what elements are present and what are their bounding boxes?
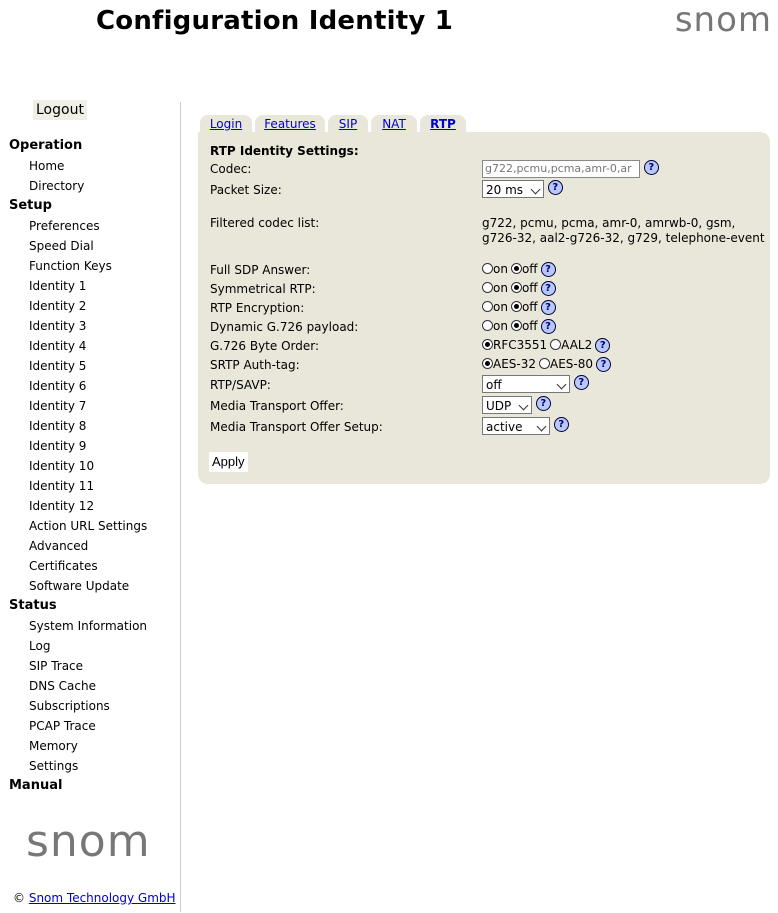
- srtp-aes32-radio[interactable]: [482, 358, 493, 369]
- rtp-settings-panel: [198, 132, 770, 484]
- codec-label: Codec:: [210, 162, 252, 176]
- dynamic-g726-label: Dynamic G.726 payload:: [210, 320, 359, 334]
- apply-button[interactable]: Apply: [209, 452, 248, 472]
- tab-sip-link[interactable]: SIP: [338, 117, 358, 131]
- nav-item-advanced[interactable]: Advanced: [29, 539, 89, 553]
- nav-section-status[interactable]: Status: [9, 598, 57, 613]
- sidebar-nav: [9, 137, 179, 797]
- nav-item-system-information[interactable]: System Information: [29, 619, 148, 633]
- help-icon[interactable]: ?: [541, 319, 556, 334]
- symmetrical-rtp-field: [482, 281, 556, 296]
- nav-item-identity-7[interactable]: Identity 7: [29, 399, 87, 413]
- g726-rfc3551-radio[interactable]: [482, 339, 493, 350]
- help-icon[interactable]: ?: [536, 396, 551, 411]
- on-label: on: [493, 262, 508, 276]
- g726-byte-order-field: [482, 338, 610, 353]
- media-transport-offer-label: Media Transport Offer:: [210, 399, 344, 413]
- snom-logo-bottom: snom: [26, 816, 151, 867]
- rtp-encryption-label: RTP Encryption:: [210, 301, 305, 315]
- tab-nat[interactable]: [371, 115, 417, 133]
- media-transport-setup-field: [482, 417, 569, 435]
- nav-item-dns-cache[interactable]: DNS Cache: [29, 679, 96, 693]
- help-icon[interactable]: ?: [644, 160, 659, 175]
- dynamic-g726-on-radio[interactable]: [482, 320, 493, 331]
- page-title: Configuration Identity 1: [96, 6, 454, 36]
- nav-item-identity-12[interactable]: Identity 12: [29, 499, 95, 513]
- symmetrical-rtp-on-radio[interactable]: [482, 282, 493, 293]
- sidebar-divider: [180, 102, 181, 912]
- tab-features[interactable]: [255, 115, 325, 133]
- on-label: on: [493, 300, 508, 314]
- srtp-auth-tag-label: SRTP Auth-tag:: [210, 358, 300, 372]
- codec-field: [482, 160, 659, 178]
- nav-item-memory[interactable]: Memory: [29, 739, 78, 753]
- full-sdp-on-radio[interactable]: [482, 263, 493, 274]
- nav-item-log[interactable]: Log: [29, 639, 51, 653]
- on-label: on: [493, 319, 508, 333]
- symmetrical-rtp-label: Symmetrical RTP:: [210, 282, 316, 296]
- rtp-encryption-off-radio[interactable]: [511, 301, 522, 312]
- nav-item-certificates[interactable]: Certificates: [29, 559, 98, 573]
- on-label: on: [493, 281, 508, 295]
- aes32-label: AES-32: [493, 357, 537, 371]
- nav-section-setup[interactable]: Setup: [9, 198, 52, 213]
- chevron-down-icon: [531, 185, 541, 195]
- nav-section-operation[interactable]: Operation: [9, 138, 83, 153]
- nav-item-directory[interactable]: Directory: [29, 179, 85, 193]
- nav-item-home[interactable]: Home: [29, 159, 65, 173]
- copyright: [13, 891, 176, 905]
- aes80-label: AES-80: [550, 357, 594, 371]
- nav-item-subscriptions[interactable]: Subscriptions: [29, 699, 110, 713]
- nav-item-identity-8[interactable]: Identity 8: [29, 419, 87, 433]
- copyright-symbol: ©: [13, 891, 25, 905]
- media-transport-setup-label: Media Transport Offer Setup:: [210, 420, 383, 434]
- nav-item-identity-3[interactable]: Identity 3: [29, 319, 87, 333]
- media-transport-setup-select[interactable]: [482, 417, 550, 435]
- filtered-codec-list: [482, 216, 765, 246]
- tab-nat-link[interactable]: NAT: [382, 117, 406, 131]
- nav-item-software-update[interactable]: Software Update: [29, 579, 130, 593]
- rtp-savp-field: [482, 375, 589, 393]
- copyright-link[interactable]: Snom Technology GmbH: [28, 891, 176, 905]
- tab-rtp-link[interactable]: RTP: [430, 117, 456, 131]
- help-icon[interactable]: ?: [541, 262, 556, 277]
- rtp-savp-value: off: [486, 378, 502, 392]
- nav-item-identity-9[interactable]: Identity 9: [29, 439, 87, 453]
- nav-item-identity-4[interactable]: Identity 4: [29, 339, 87, 353]
- dynamic-g726-off-radio[interactable]: [511, 320, 522, 331]
- help-icon[interactable]: ?: [541, 281, 556, 296]
- help-icon[interactable]: ?: [595, 338, 610, 353]
- logout-button[interactable]: Logout: [33, 100, 87, 120]
- off-label: off: [521, 262, 538, 276]
- packet-size-label: Packet Size:: [210, 183, 282, 197]
- packet-size-field: [482, 180, 563, 198]
- rtp-encryption-field: [482, 300, 556, 315]
- tab-login[interactable]: [200, 115, 252, 133]
- rtp-savp-select[interactable]: [482, 375, 570, 393]
- srtp-aes80-radio[interactable]: [539, 358, 550, 369]
- off-label: off: [521, 319, 538, 333]
- filtered-codec-label: Filtered codec list:: [210, 216, 320, 230]
- nav-item-settings[interactable]: Settings: [29, 759, 79, 773]
- rtp-encryption-on-radio[interactable]: [482, 301, 493, 312]
- media-transport-offer-value: UDP: [486, 399, 512, 413]
- rtp-savp-label: RTP/SAVP:: [210, 378, 271, 392]
- nav-item-preferences[interactable]: Preferences: [29, 219, 100, 233]
- help-icon[interactable]: ?: [554, 417, 569, 432]
- srtp-auth-tag-field: [482, 357, 611, 372]
- nav-item-identity-2[interactable]: Identity 2: [29, 299, 87, 313]
- nav-item-identity-11[interactable]: Identity 11: [29, 479, 95, 493]
- g726-aal2-radio[interactable]: [550, 339, 561, 350]
- rfc3551-label: RFC3551: [493, 338, 548, 352]
- nav-item-identity-1[interactable]: Identity 1: [29, 279, 87, 293]
- nav-item-sip-trace[interactable]: SIP Trace: [29, 659, 84, 673]
- packet-size-value: 20 ms: [486, 183, 524, 197]
- nav-item-pcap-trace[interactable]: PCAP Trace: [29, 719, 96, 733]
- off-label: off: [521, 281, 538, 295]
- filtered-codec-line-2: g726-32, aal2-g726-32, g729, telephone-event: [482, 231, 765, 245]
- nav-item-function-keys[interactable]: Function Keys: [29, 259, 112, 273]
- nav-item-identity-10[interactable]: Identity 10: [29, 459, 95, 473]
- chevron-down-icon: [537, 422, 547, 432]
- filtered-codec-line-1: g722, pcmu, pcma, amr-0, amrwb-0, gsm,: [482, 216, 736, 230]
- nav-item-action-url-settings[interactable]: Action URL Settings: [29, 519, 148, 533]
- help-icon[interactable]: ?: [574, 375, 589, 390]
- codec-input[interactable]: g722,pcmu,pcma,amr-0,ar: [482, 160, 640, 178]
- snom-logo: snom: [674, 0, 772, 40]
- help-icon[interactable]: ?: [541, 300, 556, 315]
- g726-byte-order-label: G.726 Byte Order:: [210, 339, 320, 353]
- nav-item-identity-6[interactable]: Identity 6: [29, 379, 87, 393]
- aal2-label: AAL2: [561, 338, 593, 352]
- tab-rtp[interactable]: [420, 115, 466, 133]
- media-transport-offer-select[interactable]: [482, 396, 532, 414]
- off-label: off: [521, 300, 538, 314]
- symmetrical-rtp-off-radio[interactable]: [511, 282, 522, 293]
- tab-sip[interactable]: [328, 115, 368, 133]
- nav-item-speed-dial[interactable]: Speed Dial: [29, 239, 94, 253]
- full-sdp-off-radio[interactable]: [511, 263, 522, 274]
- media-transport-setup-value: active: [486, 420, 523, 434]
- packet-size-select[interactable]: [482, 180, 544, 198]
- chevron-down-icon: [557, 380, 567, 390]
- chevron-down-icon: [519, 401, 529, 411]
- tab-features-link[interactable]: Features: [264, 117, 316, 131]
- dynamic-g726-field: [482, 319, 556, 334]
- media-transport-offer-field: [482, 396, 551, 414]
- full-sdp-label: Full SDP Answer:: [210, 263, 311, 277]
- nav-section-manual[interactable]: Manual: [9, 778, 63, 793]
- help-icon[interactable]: ?: [548, 180, 563, 195]
- help-icon[interactable]: ?: [596, 357, 611, 372]
- nav-item-identity-5[interactable]: Identity 5: [29, 359, 87, 373]
- full-sdp-field: [482, 262, 556, 277]
- tab-login-link[interactable]: Login: [209, 117, 243, 131]
- section-title: RTP Identity Settings:: [210, 144, 359, 158]
